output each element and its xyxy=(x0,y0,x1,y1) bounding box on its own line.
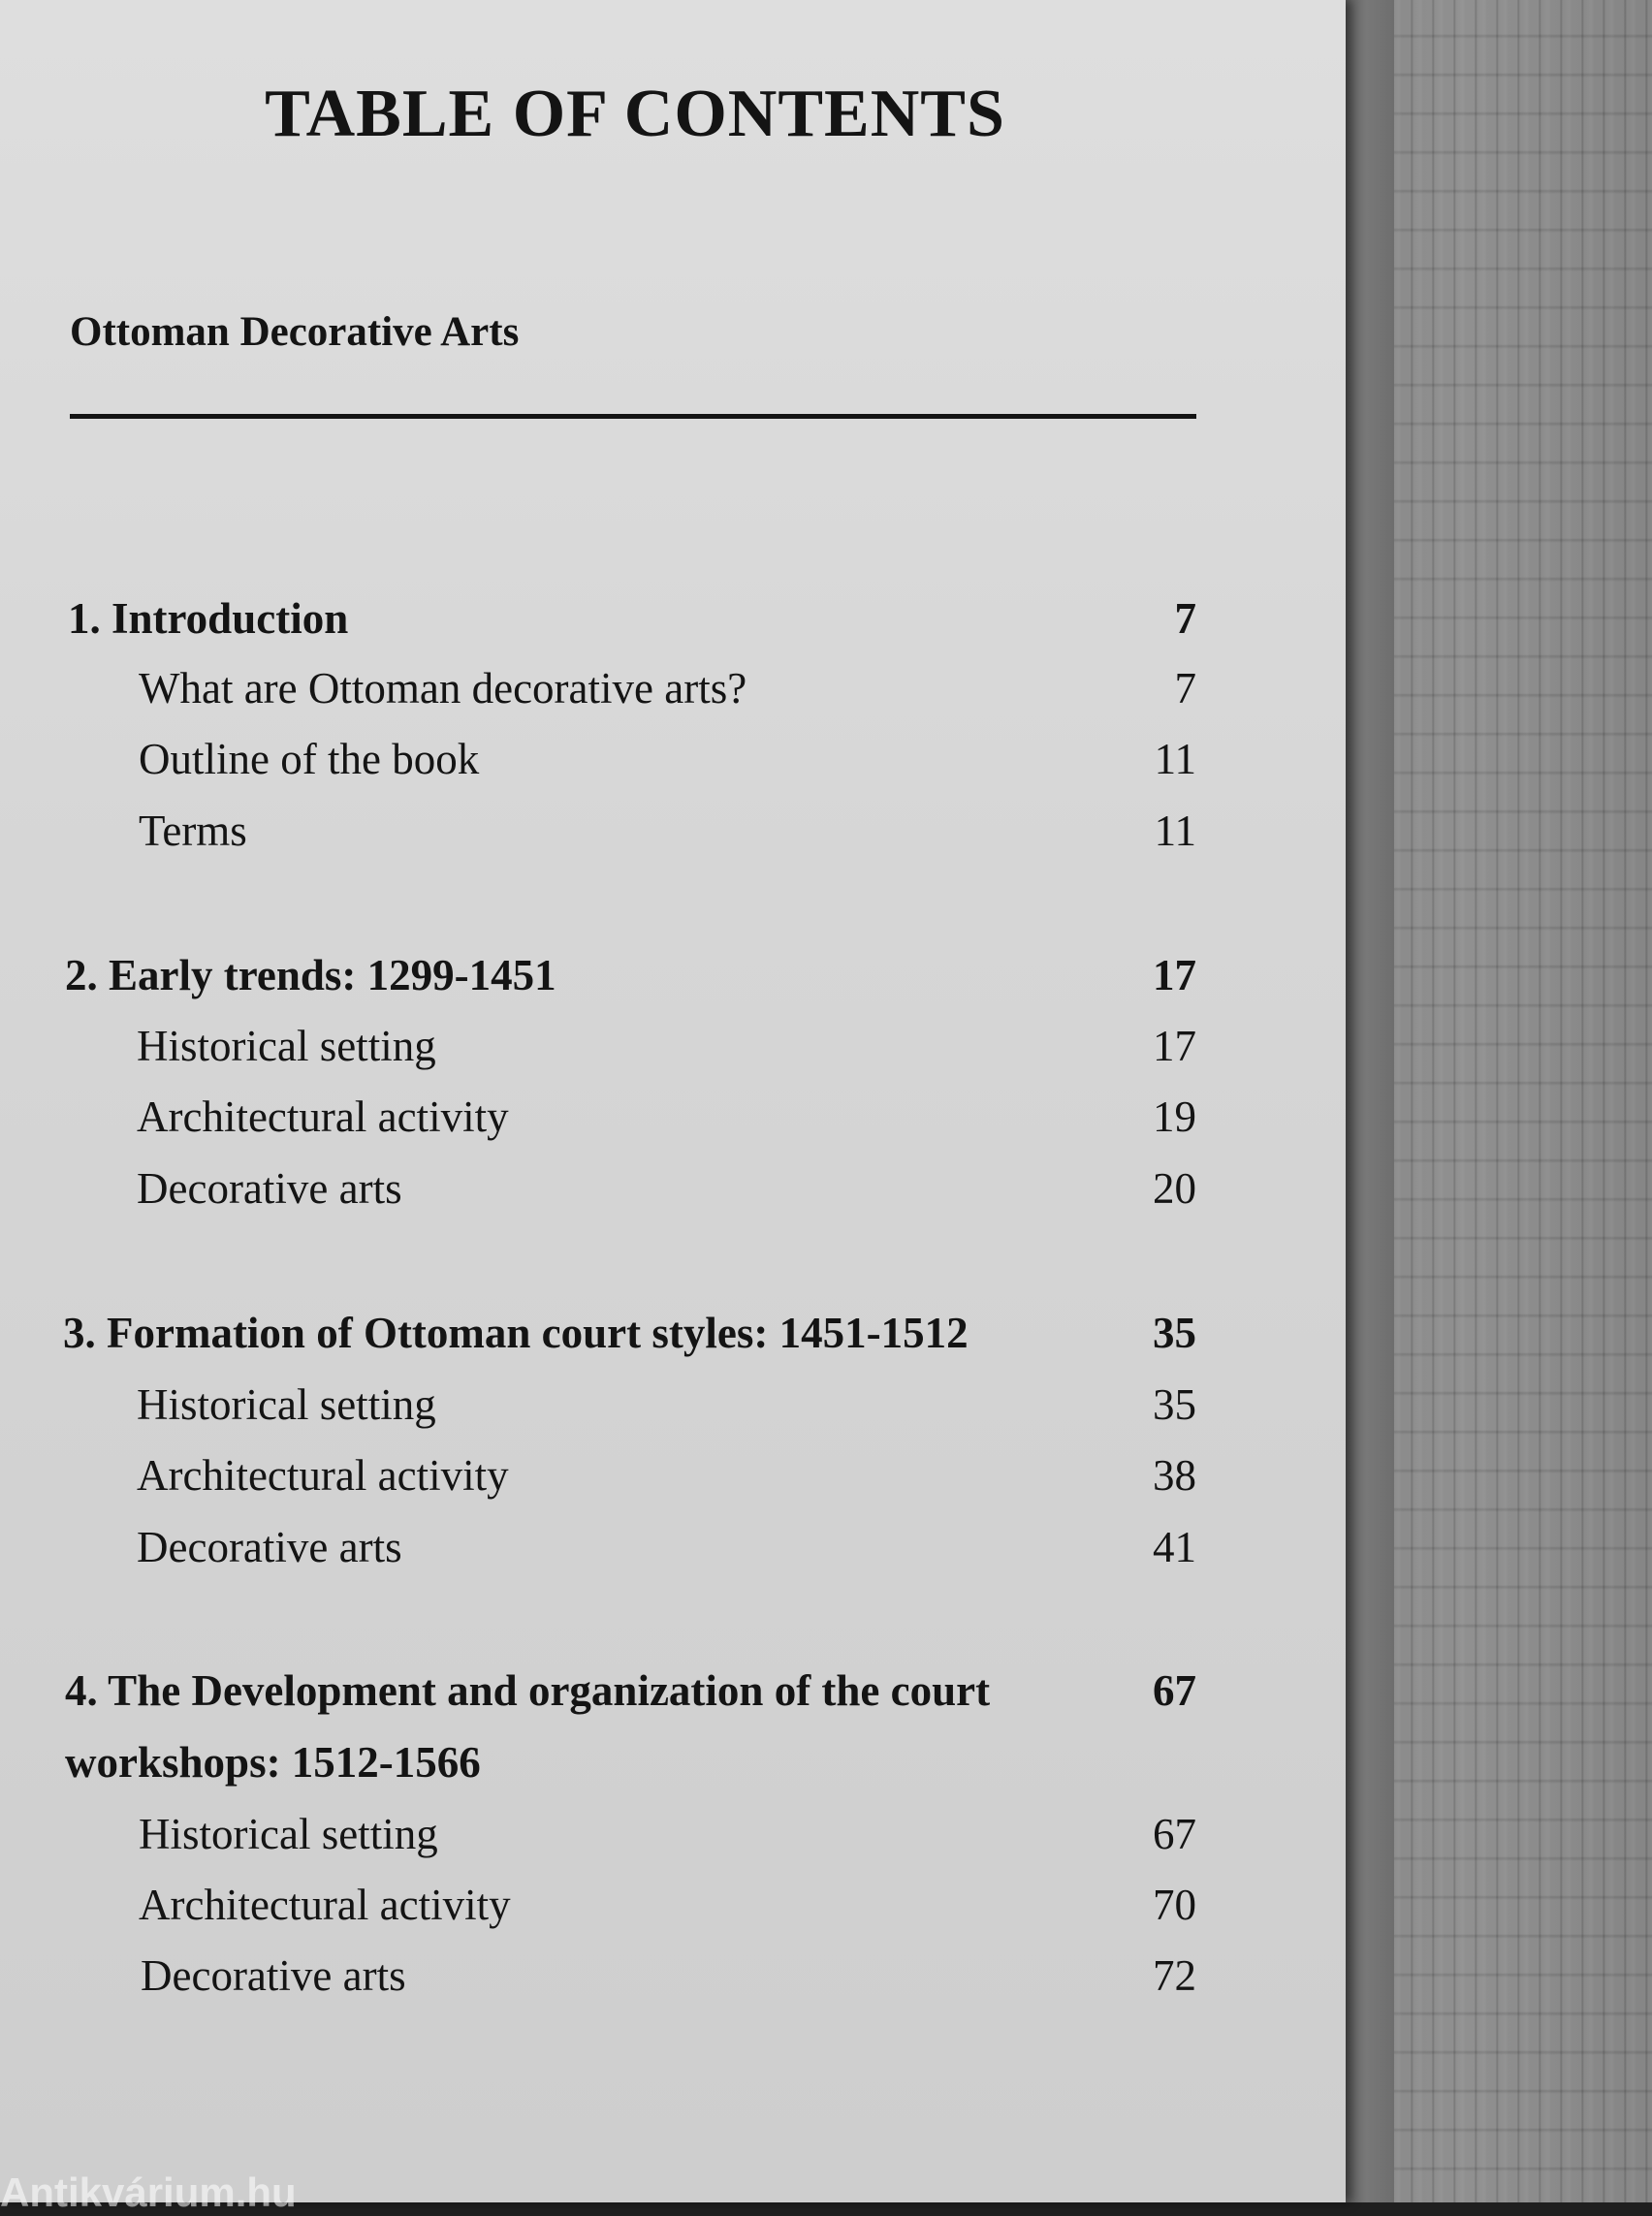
toc-chapter xyxy=(0,1665,1270,1724)
toc-entry xyxy=(0,1809,1270,1867)
toc-chapter-continued xyxy=(0,1737,1270,1795)
toc-entry xyxy=(0,1379,1270,1438)
toc-entry xyxy=(0,1880,1270,1938)
chapter-page-number: 7 xyxy=(1174,594,1196,643)
chapter-page-number: 67 xyxy=(1153,1666,1196,1715)
entry-page-number: 38 xyxy=(1153,1451,1196,1500)
entry-page-number: 17 xyxy=(1153,1022,1196,1070)
chapter-page-number: 35 xyxy=(1153,1309,1196,1357)
entry-title: Decorative arts xyxy=(137,1164,402,1213)
chapter-title: 1. Introduction xyxy=(68,594,349,643)
entry-title: Decorative arts xyxy=(137,1523,402,1571)
entry-page-number: 19 xyxy=(1153,1092,1196,1141)
toc-chapter xyxy=(0,950,1270,1008)
entry-page-number: 35 xyxy=(1153,1380,1196,1429)
entry-title: What are Ottoman decorative arts? xyxy=(139,664,747,712)
entry-page-number: 70 xyxy=(1153,1881,1196,1929)
toc-entry xyxy=(0,1021,1270,1079)
toc-entry xyxy=(0,1450,1270,1508)
toc-entry xyxy=(0,1522,1270,1580)
entry-title: Architectural activity xyxy=(139,1881,511,1929)
toc-entry xyxy=(0,1092,1270,1150)
toc-entry xyxy=(0,734,1270,792)
watermark: Antikvárium.hu xyxy=(0,2169,297,2215)
page-title: TABLE OF CONTENTS xyxy=(265,77,1005,151)
entry-page-number: 20 xyxy=(1153,1164,1196,1213)
toc-entry xyxy=(0,1950,1270,2009)
entry-title: Historical setting xyxy=(137,1022,436,1070)
entry-title: Outline of the book xyxy=(139,735,480,783)
entry-title: Historical setting xyxy=(137,1380,436,1429)
entry-title: Historical setting xyxy=(139,1810,438,1858)
chapter-title: 2. Early trends: 1299-1451 xyxy=(65,951,556,999)
chapter-page-number: 17 xyxy=(1153,951,1196,999)
entry-page-number: 72 xyxy=(1153,1951,1196,2000)
entry-page-number: 11 xyxy=(1154,807,1196,855)
entry-title: Architectural activity xyxy=(137,1092,509,1141)
chapter-title-line1: 4. The Development and organization of the court xyxy=(65,1666,991,1715)
divider-rule xyxy=(70,414,1196,419)
toc-chapter xyxy=(0,1308,1270,1366)
toc-entry xyxy=(0,1163,1270,1221)
entry-page-number: 11 xyxy=(1154,735,1196,783)
entry-title: Decorative arts xyxy=(141,1951,406,2000)
entry-page-number: 7 xyxy=(1174,664,1196,712)
toc-entry xyxy=(0,663,1270,721)
entry-title: Terms xyxy=(139,807,247,855)
book-page-edges xyxy=(1344,0,1394,2202)
entry-page-number: 67 xyxy=(1153,1810,1196,1858)
entry-page-number: 41 xyxy=(1153,1523,1196,1571)
toc-chapter xyxy=(0,593,1270,651)
toc-entry xyxy=(0,806,1270,864)
entry-title: Architectural activity xyxy=(137,1451,509,1500)
section-subtitle: Ottoman Decorative Arts xyxy=(70,309,520,355)
chapter-title: 3. Formation of Ottoman court styles: 1451-1512 xyxy=(63,1309,969,1357)
chapter-title-line2: workshops: 1512-1566 xyxy=(65,1738,481,1787)
